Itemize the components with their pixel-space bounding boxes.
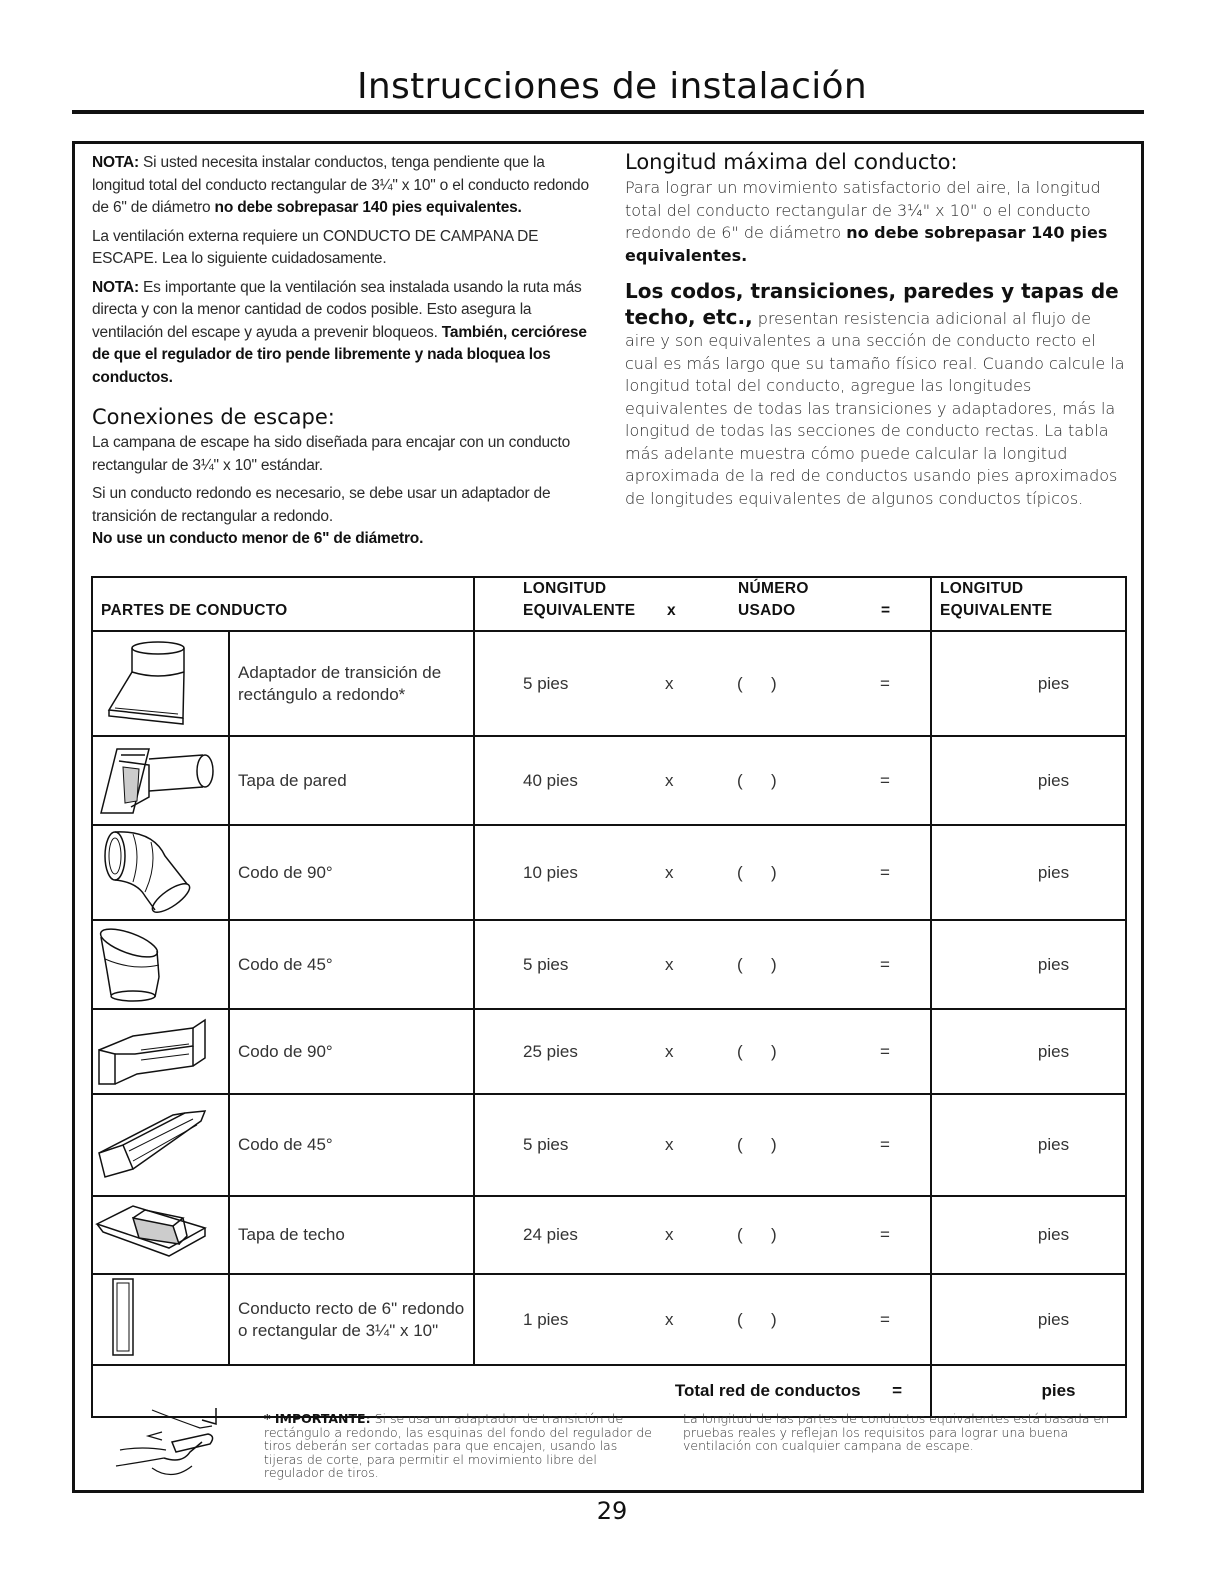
- row-calc: [474, 1274, 931, 1365]
- table-row: [92, 1196, 1126, 1274]
- row-desc: Tapa de pared: [229, 736, 474, 825]
- row-desc: Conducto recto de 6" redondo o rectangular de 3¼" x 10": [229, 1274, 474, 1365]
- row-total: pies: [931, 1094, 1126, 1196]
- important-label: * IMPORTANTE:: [264, 1411, 371, 1426]
- header-total-line1: LONGITUD: [940, 580, 1024, 597]
- page-title: Instrucciones de instalación: [357, 66, 867, 107]
- row-times: x: [665, 1309, 674, 1329]
- longitud-bold: no debe sobrepasar 140 pies equivalentes.: [625, 223, 1108, 265]
- codos-heading: Los codos, transiciones, paredes y tapas de techo, etc.,: [625, 279, 1119, 329]
- row-image: [92, 1009, 229, 1094]
- nota-1-label: NOTA:: [92, 154, 139, 171]
- row-equals: =: [880, 1225, 890, 1244]
- longitud-heading: Longitud máxima del conducto:: [625, 150, 958, 174]
- codos-paragraph: [625, 279, 1125, 510]
- row-equals: =: [880, 673, 890, 693]
- table-row: [92, 736, 1126, 825]
- row-image: [92, 825, 229, 920]
- row-times: x: [665, 954, 674, 974]
- rect-elbow-90-icon: [93, 1010, 213, 1088]
- row-times: x: [665, 770, 674, 790]
- row-length: 1 pies: [523, 1309, 569, 1329]
- codos-text: presentan resistencia adicional al flujo de aire y son equivalentes a una sección de conducto recto el cual es más largo que su tamaño físico real. Cuando calcule la longitud total del conducto, agregue las longitudes equivalentes de todas las transiciones y adaptadores, más la longitud de todas las secciones de conducto rectas. La tabla más adelante muestra cómo puede calcular la longitud aproximada de la red de conductos usando pies aproximados de longitudes equivalentes de algunos conductos típicos.: [625, 308, 1125, 508]
- row-number-blank: ( ): [737, 1225, 777, 1244]
- table-row: [92, 1274, 1126, 1365]
- important-text: Si se usa un adaptador de transición de rectángulo a redondo, las esquinas del fondo del regulador de tiros deberán ser cortadas para que encajen, usando las tijeras de corte, para permitir el movimiento libre del regulador de tiros.: [264, 1411, 652, 1480]
- row-image: [92, 1274, 229, 1365]
- row-image: [92, 736, 229, 825]
- table-row: [92, 825, 1126, 920]
- row-image: [92, 1094, 229, 1196]
- table-row: [92, 920, 1126, 1009]
- row-times: x: [665, 1041, 674, 1061]
- row-number-blank: ( ): [737, 862, 777, 882]
- row-equals: =: [880, 1135, 890, 1154]
- row-total: pies: [931, 825, 1126, 920]
- row-length: 25 pies: [523, 1041, 578, 1061]
- header-calc: [474, 577, 931, 631]
- right-column: [625, 150, 1125, 516]
- row-calc: [474, 825, 931, 920]
- row-total: pies: [931, 920, 1126, 1009]
- round-elbow-90-icon: [93, 826, 203, 914]
- total-value: pies: [931, 1365, 1126, 1417]
- row-equals: =: [880, 1309, 890, 1329]
- row-length: 5 pies: [523, 954, 569, 974]
- equivalence-note: La longitud de las partes de conductos equivalentes está basada en pruebas reales y reflejan los requisitos para lograr una buena ventilación con cualquier campana de escape.: [683, 1411, 1110, 1453]
- nota-1-bold: no debe sobrepasar 140 pies equivalentes.: [214, 199, 522, 216]
- row-equals: =: [880, 1041, 890, 1061]
- conexiones-warning: No use un conducto menor de 6" de diámetro.: [92, 530, 424, 547]
- nota-2-label: NOTA:: [92, 278, 139, 296]
- row-equals: =: [880, 954, 890, 974]
- table-header-row: [92, 577, 1126, 631]
- row-image: [92, 631, 229, 736]
- longitud-paragraph: [625, 177, 1125, 267]
- row-times: x: [665, 673, 674, 693]
- nota-2-text: Es importante que la ventilación sea instalada usando la ruta más directa y con la menor cantidad de codos posible. Esto asegura la ventilación del escape y ayuda a prevenir bloqueos.: [92, 278, 582, 341]
- row-times: x: [665, 1135, 674, 1154]
- row-number-blank: ( ): [737, 1135, 777, 1154]
- header-eq-line2: EQUIVALENTE: [523, 602, 636, 619]
- header-total-line2: EQUIVALENTE: [940, 602, 1053, 619]
- row-calc: [474, 631, 931, 736]
- row-total: pies: [931, 1274, 1126, 1365]
- straight-duct-icon: [93, 1275, 153, 1359]
- important-note: [264, 1412, 654, 1480]
- header-eq-line1: LONGITUD: [523, 580, 607, 597]
- header-num-line2: USADO: [738, 602, 796, 619]
- header-equals: =: [881, 602, 891, 619]
- row-times: x: [665, 1225, 674, 1244]
- row-total: pies: [931, 736, 1126, 825]
- row-number-blank: ( ): [737, 673, 777, 693]
- title-rule: [72, 110, 1144, 114]
- total-equals: =: [892, 1381, 903, 1400]
- row-desc: Codo de 45°: [229, 1094, 474, 1196]
- row-number-blank: ( ): [737, 1309, 777, 1329]
- row-desc: Codo de 90°: [229, 1009, 474, 1094]
- row-length: 5 pies: [523, 1135, 569, 1154]
- row-length: 24 pies: [523, 1225, 578, 1244]
- row-length: 40 pies: [523, 770, 578, 790]
- row-desc: Codo de 90°: [229, 825, 474, 920]
- wall-cap-icon: [93, 737, 223, 819]
- row-calc: [474, 920, 931, 1009]
- row-number-blank: ( ): [737, 770, 777, 790]
- row-length: 5 pies: [523, 673, 569, 693]
- nota-1: [92, 152, 592, 220]
- longitud-text: Para lograr un movimiento satisfactorio del aire, la longitud total del conducto rectangular de 3¼" x 10" o el conducto redondo de 6" de diámetro: [625, 178, 1101, 242]
- row-times: x: [665, 862, 674, 882]
- row-desc: Tapa de techo: [229, 1196, 474, 1274]
- row-length: 10 pies: [523, 862, 578, 882]
- conexiones-heading: Conexiones de escape:: [92, 405, 335, 429]
- conexiones-p1: La campana de escape ha sido diseñada para encajar con un conducto rectangular de 3¼" x 10" estándar.: [92, 434, 570, 474]
- row-total: pies: [931, 1009, 1126, 1094]
- conexiones-p2: Si un conducto redondo es necesario, se debe usar un adaptador de transición de rectangular a redondo.: [92, 485, 551, 525]
- table-row: [92, 631, 1126, 736]
- row-desc: Codo de 45°: [229, 920, 474, 1009]
- transition-adapter-icon: [93, 634, 213, 729]
- header-total: [931, 577, 1126, 631]
- row-equals: =: [880, 862, 890, 882]
- row-total: pies: [931, 1196, 1126, 1274]
- row-calc: [474, 1196, 931, 1274]
- page-number: 29: [596, 1497, 628, 1525]
- duct-parts-table: [91, 576, 1127, 1418]
- row-calc: [474, 736, 931, 825]
- header-num-line1: NÚMERO: [738, 580, 809, 597]
- nota-2: [92, 277, 592, 390]
- table-row: [92, 1009, 1126, 1094]
- shears-cutting-icon: [112, 1406, 232, 1486]
- rect-elbow-45-icon: [93, 1103, 213, 1183]
- row-desc: Adaptador de transición de rectángulo a redondo*: [229, 631, 474, 736]
- row-number-blank: ( ): [737, 954, 777, 974]
- round-elbow-45-icon: [93, 921, 183, 1003]
- row-calc: [474, 1094, 931, 1196]
- total-row: [92, 1365, 1126, 1417]
- row-number-blank: ( ): [737, 1041, 777, 1061]
- row-image: [92, 920, 229, 1009]
- ventilation-paragraph: La ventilación externa requiere un CONDUCTO DE CAMPANA DE ESCAPE. Lea lo siguiente cuidadosamente.: [92, 227, 539, 267]
- header-parts: PARTES DE CONDUCTO: [92, 577, 474, 631]
- total-label: Total red de conductos: [674, 1381, 861, 1400]
- header-times: x: [667, 602, 676, 619]
- row-equals: =: [880, 770, 890, 790]
- row-calc: [474, 1009, 931, 1094]
- table-row: [92, 1094, 1126, 1196]
- left-column: [92, 152, 592, 557]
- row-image: [92, 1196, 229, 1274]
- roof-cap-icon: [93, 1198, 213, 1268]
- nota-1-text: Si usted necesita instalar conductos, tenga pendiente que la longitud total del conducto rectangular de 3¼" x 10" o el conducto redondo de 6" de diámetro: [92, 154, 589, 216]
- row-total: pies: [931, 631, 1126, 736]
- nota-2-bold: También, cerciórese de que el regulador de tiro pende libremente y nada bloquea los conductos.: [92, 323, 587, 386]
